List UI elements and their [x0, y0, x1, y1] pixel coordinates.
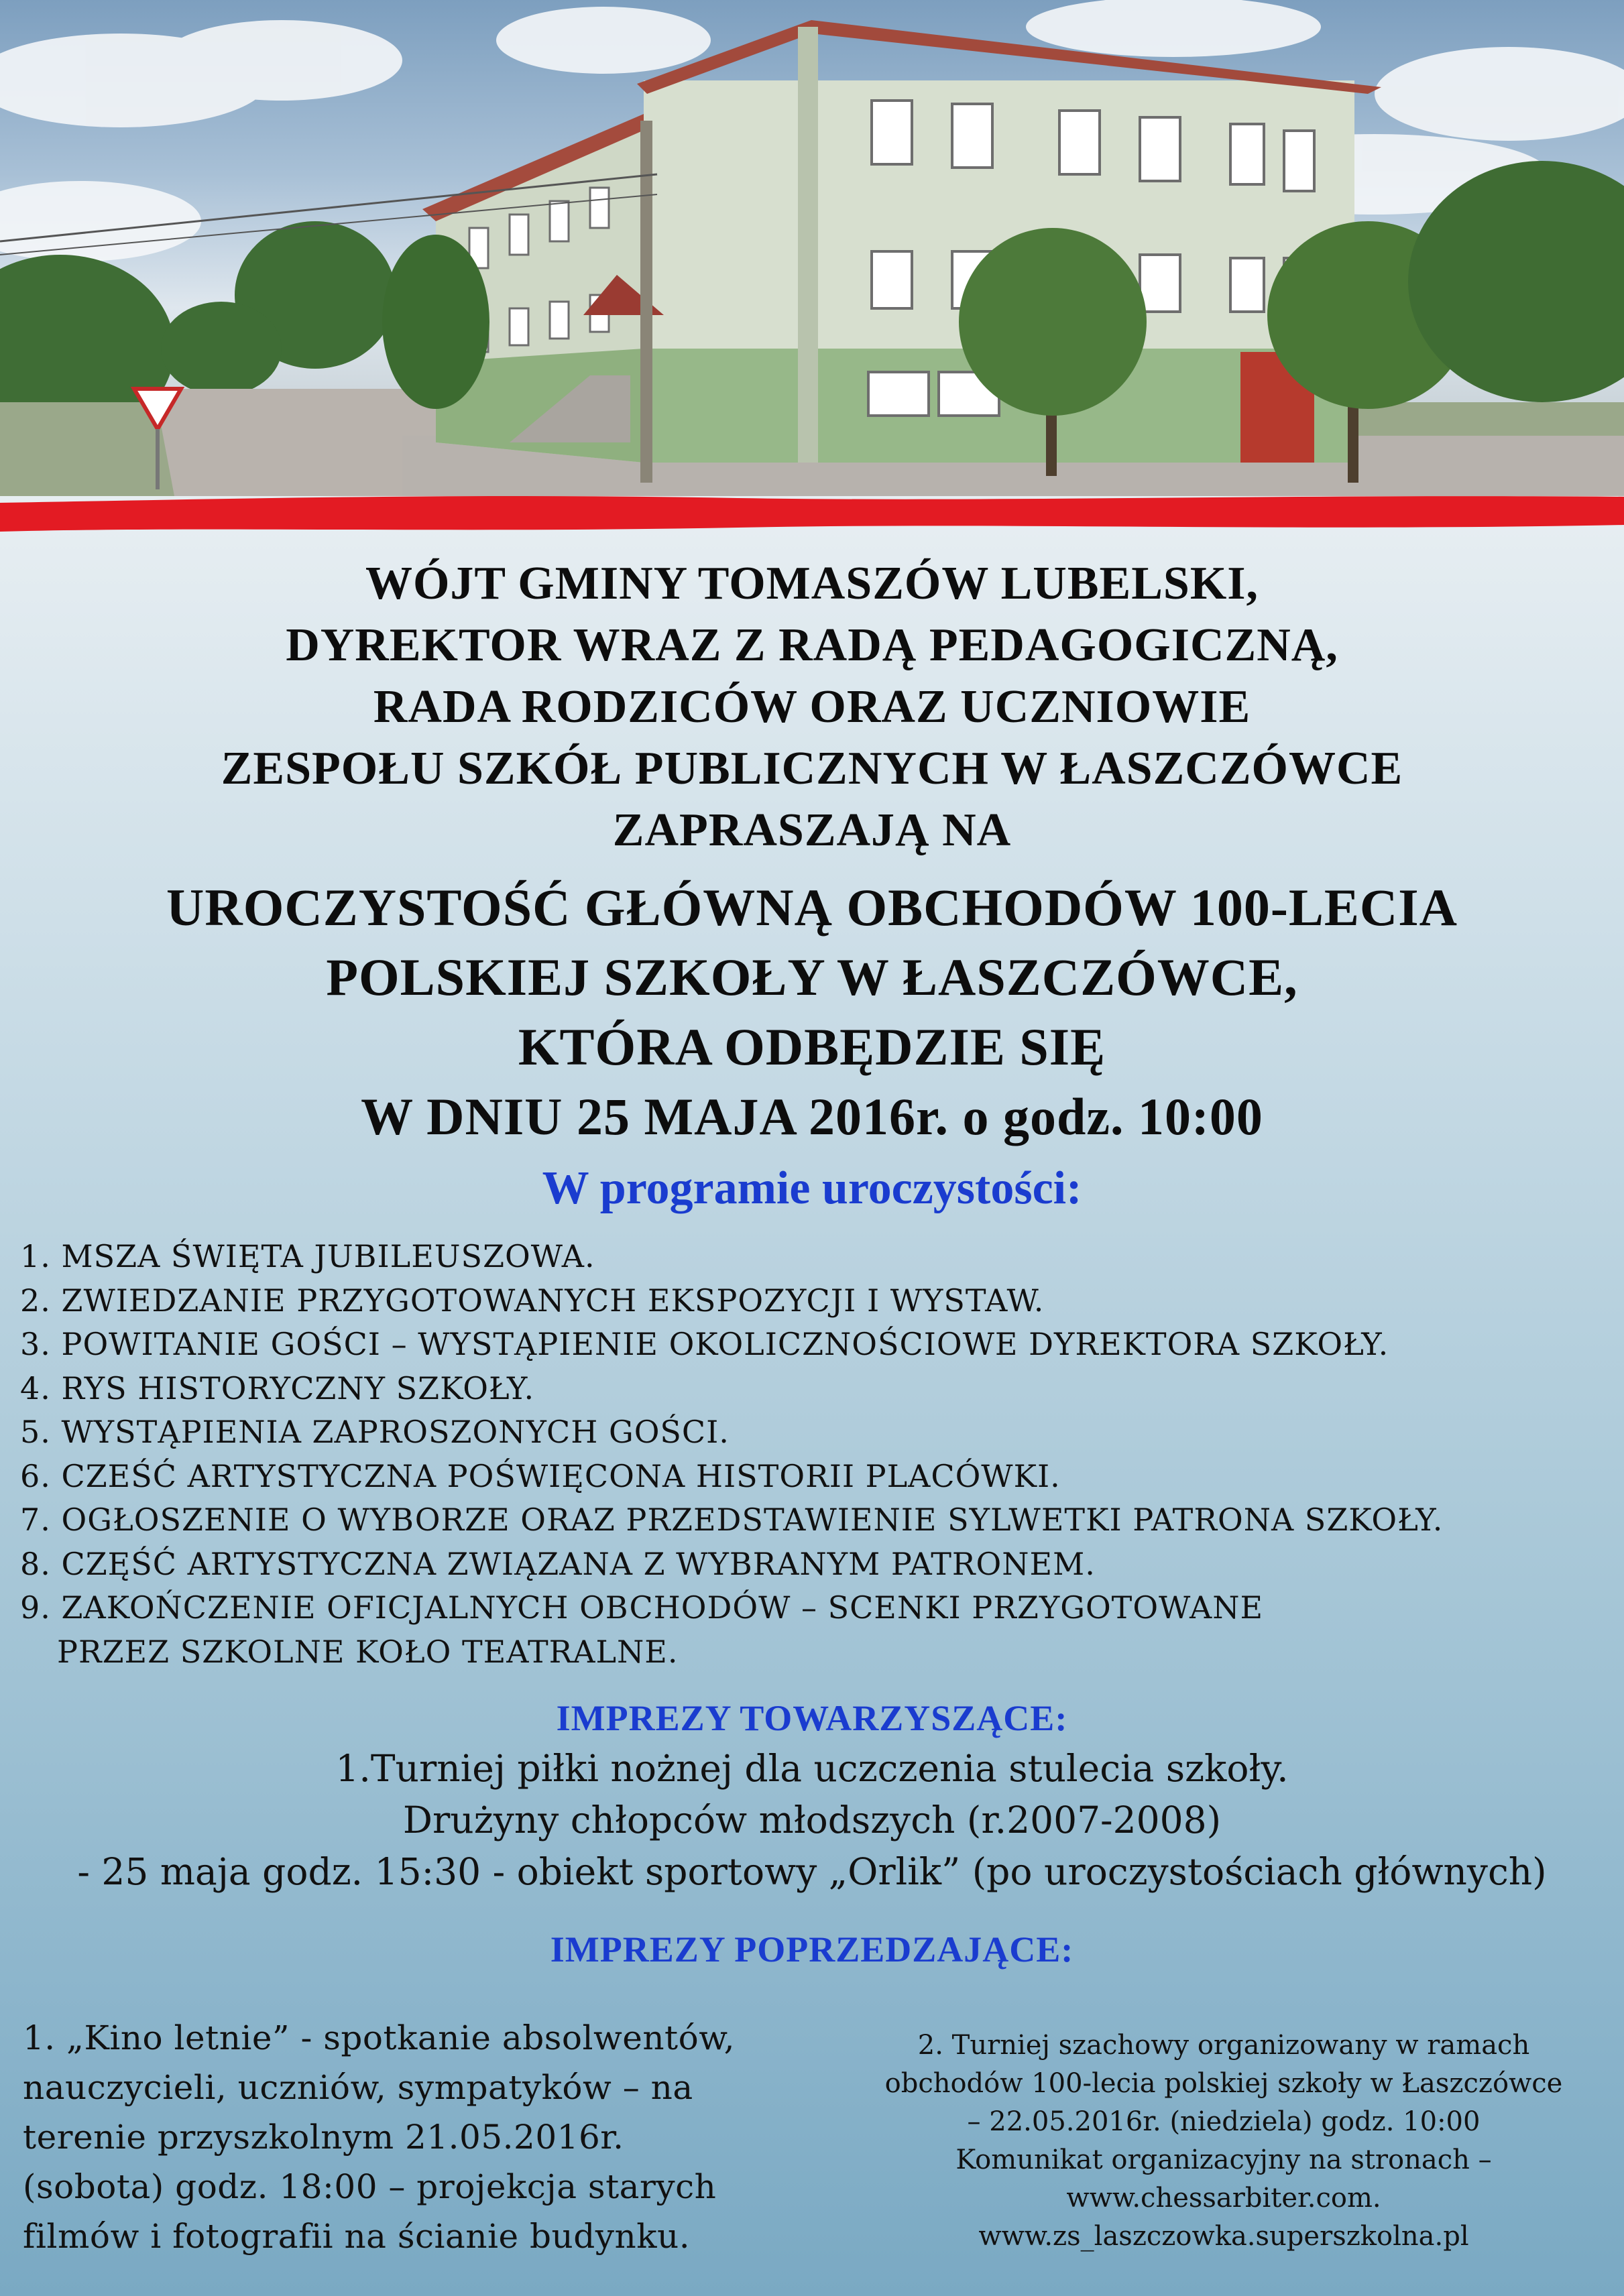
invitation-block	[0, 553, 1624, 861]
accompanying-line-3: - 25 maja godz. 15:30 - obiekt sportowy „Orlik” (po uroczystościach głównych)	[77, 1850, 1547, 1893]
program-item: 1. MSZA ŚWIĘTA JUBILEUSZOWA.	[20, 1238, 595, 1274]
preceding-left-line: filmów i fotografii na ścianie budynku.	[23, 2217, 691, 2256]
chessarbiter-link[interactable]: www.chessarbiter.com.	[1066, 2183, 1381, 2214]
preceding-event-cinema	[23, 2013, 807, 2261]
school-building-illustration	[0, 0, 1624, 496]
accompanying-line-1: 1.Turniej piłki nożnej dla uczczenia stulecia szkoły.	[335, 1747, 1289, 1790]
event-line-3: KTÓRA ODBĘDZIE SIĘ	[518, 1018, 1106, 1076]
preceding-left-line: 1. „Kino letnie” - spotkanie absolwentów,	[23, 2018, 736, 2057]
preceding-left-line: nauczycieli, uczniów, sympatyków – na	[23, 2068, 693, 2107]
invitation-line-1: WÓJT GMINY TOMASZÓW LUBELSKI,	[365, 558, 1259, 609]
program-item: 7. OGŁOSZENIE O WYBORZE ORAZ PRZEDSTAWIENIE SYLWETKI PATRONA SZKOŁY.	[20, 1502, 1444, 1538]
program-list	[20, 1235, 1616, 1674]
school-website-link[interactable]: www.zs_laszczowka.superszkolna.pl	[978, 2221, 1469, 2252]
accompanying-heading: IMPREZY TOWARZYSZĄCE:	[556, 1698, 1068, 1738]
preceding-right-line: obchodów 100-lecia polskiej szkoły w Łaszczówce	[884, 2068, 1563, 2099]
program-item-continuation: PRZEZ SZKOLNE KOŁO TEATRALNE.	[57, 1633, 679, 1670]
invitation-line-4: ZESPOŁU SZKÓŁ PUBLICZNYCH W ŁASZCZÓWCE	[221, 743, 1403, 794]
program-heading: W programie uroczystości:	[542, 1162, 1082, 1214]
program-item: 8. CZĘŚĆ ARTYSTYCZNA ZWIĄZANA Z WYBRANYM PATRONEM.	[20, 1545, 1096, 1582]
program-item: 4. RYS HISTORYCZNY SZKOŁY.	[20, 1370, 535, 1406]
preceding-heading: IMPREZY POPRZEDZAJĄCE:	[550, 1929, 1074, 1970]
invitation-line-3: RADA RODZICÓW ORAZ UCZNIOWIE	[373, 681, 1251, 733]
event-date-line: W DNIU 25 MAJA 2016r. o godz. 10:00	[361, 1087, 1263, 1146]
school-building-photo	[0, 0, 1624, 496]
program-item: 5. WYSTĄPIENIA ZAPROSZONYCH GOŚCI.	[20, 1414, 730, 1450]
preceding-right-line: 2. Turniej szachowy organizowany w ramach	[917, 2030, 1530, 2061]
accompanying-block	[0, 1743, 1624, 1898]
preceding-left-line: terenie przyszkolnym 21.05.2016r.	[23, 2118, 624, 2157]
accompanying-line-2: Drużyny chłopców młodszych (r.2007-2008)	[402, 1799, 1222, 1841]
building	[422, 20, 1381, 463]
program-item: 3. POWITANIE GOŚCI – WYSTĄPIENIE OKOLICZNOŚCIOWE DYREKTORA SZKOŁY.	[20, 1326, 1389, 1362]
invitation-line-2: DYREKTOR WRAZ Z RADĄ PEDAGOGICZNĄ,	[286, 619, 1338, 671]
red-accent-stripe	[0, 493, 1624, 540]
program-item: 2. ZWIEDZANIE PRZYGOTOWANYCH EKSPOZYCJI I WYSTAW.	[20, 1282, 1045, 1319]
preceding-right-line: – 22.05.2016r. (niedziela) godz. 10:00	[967, 2106, 1481, 2137]
invitation-line-5: ZAPRASZAJĄ NA	[612, 804, 1012, 856]
event-block	[0, 873, 1624, 1152]
event-line-1: UROCZYSTOŚĆ GŁÓWNĄ OBCHODÓW 100-LECIA	[166, 878, 1458, 936]
preceding-right-line: Komunikat organizacyjny na stronach –	[955, 2144, 1492, 2175]
preceding-left-line: (sobota) godz. 18:00 – projekcja starych	[23, 2167, 717, 2206]
preceding-event-chess	[838, 2027, 1609, 2256]
program-item: 9. ZAKOŃCZENIE OFICJALNYCH OBCHODÓW – SCENKI PRZYGOTOWANE	[20, 1589, 1264, 1626]
program-item: 6. CZEŚĆ ARTYSTYCZNA POŚWIĘCONA HISTORII PLACÓWKI.	[20, 1457, 1061, 1494]
event-line-2: POLSKIEJ SZKOŁY W ŁASZCZÓWCE,	[326, 948, 1298, 1006]
